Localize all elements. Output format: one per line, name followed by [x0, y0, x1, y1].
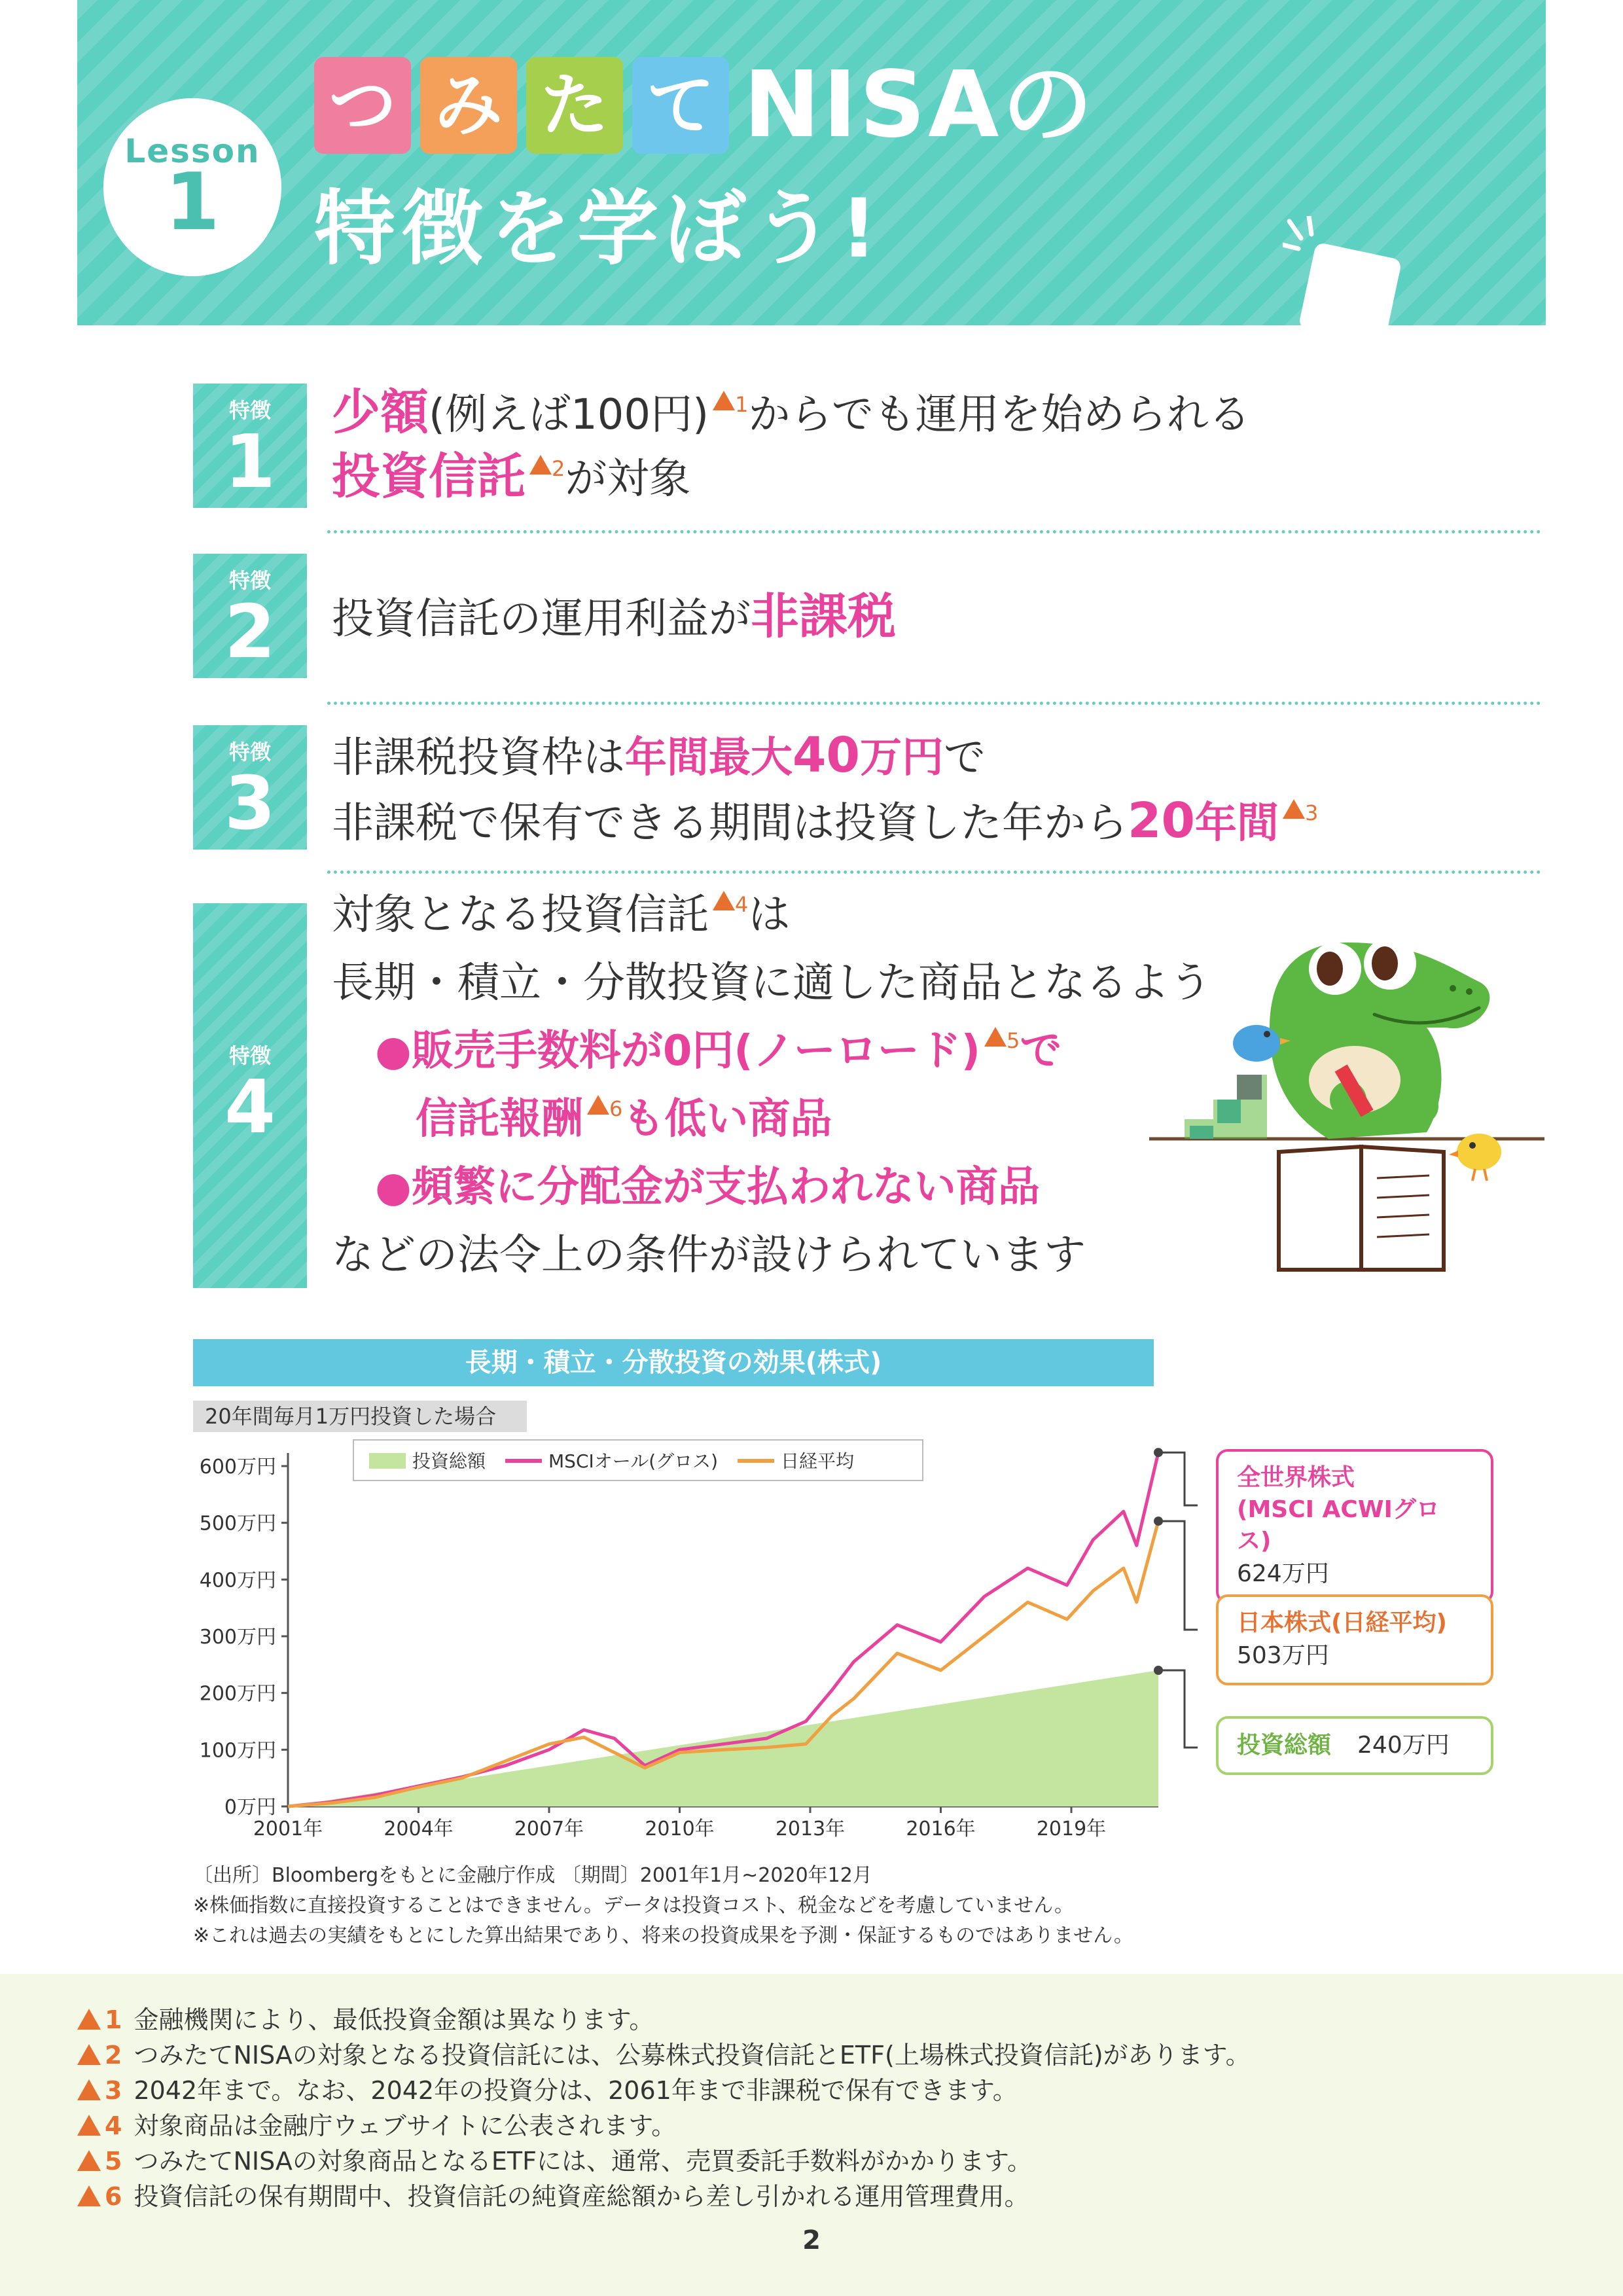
investment-growth-chart — [177, 1433, 1198, 1852]
y-tick-label: 600万円 — [199, 1456, 276, 1479]
note-ref: 1 — [735, 392, 749, 417]
feature-1 — [193, 384, 1541, 508]
feature-4-line-6: などの法令上の条件が設けられています — [332, 1231, 1086, 1280]
page-title-line-1 — [314, 54, 1096, 157]
footnote-text: つみたてNISAの対象商品となるETFには、通常、売買委託手数料がかかります。 — [134, 2147, 1032, 2176]
warning-icon — [77, 2009, 101, 2030]
callout-name: 投資総額 — [1237, 1731, 1332, 1759]
x-tick-label: 2013年 — [775, 1818, 846, 1840]
title-nisa: NISAの — [743, 52, 1096, 158]
title-kana-box: た — [526, 57, 623, 154]
lesson-number: 1 — [165, 157, 220, 248]
callout-world-stock — [1216, 1449, 1493, 1604]
body-text: 投資信託の運用利益が — [332, 595, 751, 643]
crocodile-reading-illustration — [1139, 903, 1551, 1283]
chart-disclaimer: ※これは過去の実績をもとにした算出結果であり、将来の投資成果を予測・保証するものではありません。 — [193, 1924, 1133, 1947]
legend-label: 投資総額 — [412, 1450, 486, 1472]
footnote-number: 3 — [105, 2076, 122, 2105]
feature-number: 4 — [224, 1065, 276, 1150]
y-tick-label: 300万円 — [199, 1626, 276, 1649]
footnote-number: 4 — [105, 2111, 122, 2140]
emphasis-text: 万円 — [859, 734, 944, 782]
callout-connector — [1158, 1452, 1198, 1505]
feature-4-line-2: 長期・積立・分散投資に適した商品となるよう — [332, 959, 1211, 1007]
feature-number: 1 — [224, 420, 276, 505]
warning-icon — [77, 2044, 101, 2065]
callout-amount: 503万円 — [1237, 1641, 1329, 1669]
callout-name: (MSCI ACWIグロス) — [1237, 1496, 1440, 1555]
emphasis-text: 年間 — [1194, 799, 1279, 848]
footnote-text: 金融機関により、最低投資金額は異なります。 — [134, 2005, 654, 2034]
feature-1-line-1 — [332, 384, 1251, 442]
warning-icon — [529, 455, 552, 475]
body-text: 対象となる投資信託 — [332, 891, 709, 939]
footnote-number: 2 — [105, 2041, 122, 2070]
feature-3-line-1 — [332, 726, 986, 785]
callout-name: 全世界株式 — [1237, 1464, 1355, 1491]
note-ref: 3 — [1304, 800, 1319, 825]
lesson-word: Lesson — [124, 132, 260, 170]
title-kana-box: み — [420, 57, 517, 154]
callout-name: 日本株式(日経平均) — [1237, 1609, 1447, 1636]
warning-icon — [1283, 799, 1305, 819]
divider — [327, 870, 1541, 874]
feature-badge — [193, 554, 307, 678]
footnote — [77, 2076, 1018, 2106]
chart-source: 〔出所〕Bloombergをもとに金融庁作成 〔期間〕2001年1月~2020年12月 — [193, 1864, 872, 1887]
callout-amount: 624万円 — [1237, 1560, 1329, 1587]
x-tick-label: 2001年 — [253, 1818, 323, 1840]
warning-icon — [77, 2115, 101, 2136]
title-kana-box: つ — [314, 57, 411, 154]
feature-2 — [193, 554, 1541, 678]
callout-japan-stock — [1216, 1594, 1493, 1685]
x-tick-label: 2019年 — [1036, 1818, 1107, 1840]
body-text: 非課税で保有できる期間は投資した年から — [332, 799, 1128, 848]
callout-amount: 240万円 — [1357, 1732, 1450, 1759]
callout-total-investment — [1216, 1716, 1493, 1775]
emphasis-text: 少額 — [332, 384, 429, 440]
footnote — [77, 2147, 1032, 2177]
callout-connector — [1158, 1521, 1198, 1630]
x-tick-label: 2004年 — [383, 1818, 454, 1840]
note-ref: 2 — [552, 456, 565, 481]
body-text: が対象 — [565, 455, 691, 503]
feature-number: 2 — [224, 590, 276, 675]
feature-4-line-5: ●頻繁に分配金が支払われない商品 — [375, 1163, 1040, 1211]
divider — [327, 702, 1541, 705]
emphasis-number: 40 — [793, 727, 860, 783]
emphasis-text: 信託報酬 — [416, 1095, 583, 1143]
legend-label: MSCIオール(グロス) — [548, 1450, 719, 1472]
emphasis-number: 20 — [1128, 793, 1195, 849]
warning-icon — [77, 2079, 101, 2100]
emphasis-text: 非課税 — [751, 588, 896, 645]
footnote-text: つみたてNISAの対象となる投資信託には、公募株式投資信託とETF(上場株式投資信託)があります。 — [134, 2041, 1251, 2070]
feature-label: 特徴 — [228, 568, 271, 593]
note-ref: 6 — [609, 1096, 623, 1121]
footnotes-panel — [0, 1974, 1623, 2296]
feature-badge — [193, 903, 307, 1288]
feature-4-line-3 — [375, 1026, 1061, 1077]
divider — [327, 530, 1541, 533]
warning-icon — [713, 391, 735, 410]
warning-icon — [77, 2150, 101, 2171]
note-ref: 4 — [735, 892, 749, 917]
chart-disclaimer: ※株価指数に直接投資することはできません。データは投資コスト、税金などを考慮していません。 — [193, 1894, 1075, 1917]
footnote-number: 5 — [105, 2147, 122, 2176]
lesson-badge — [103, 98, 281, 276]
warning-icon — [77, 2185, 101, 2206]
feature-badge — [193, 384, 307, 508]
warning-icon — [984, 1027, 1007, 1047]
chart-title: 長期・積立・分散投資の効果(株式) — [193, 1339, 1154, 1386]
x-tick-label: 2007年 — [514, 1818, 584, 1840]
body-text: で — [943, 734, 986, 782]
y-tick-label: 500万円 — [199, 1512, 276, 1535]
feature-label: 特徴 — [228, 398, 271, 423]
y-tick-label: 0万円 — [224, 1796, 276, 1819]
x-tick-label: 2010年 — [645, 1818, 715, 1840]
feature-4-line-1 — [332, 890, 790, 941]
feature-2-line-1 — [332, 588, 896, 646]
body-text: (例えば100円) — [429, 391, 709, 439]
legend-swatch — [369, 1453, 406, 1469]
lesson-header — [77, 0, 1546, 325]
title-kana-box: て — [632, 57, 729, 154]
feature-badge — [193, 725, 307, 850]
feature-label: 特徴 — [228, 740, 271, 764]
body-text: 非課税投資枠は — [332, 734, 625, 782]
feature-3 — [193, 725, 1541, 850]
feature-1-line-2 — [332, 448, 690, 506]
feature-number: 3 — [224, 761, 276, 846]
emphasis-text: 投資信託 — [332, 448, 526, 505]
page-number: 2 — [802, 2225, 821, 2255]
footnote — [77, 2182, 1029, 2212]
callout-connector — [1158, 1670, 1198, 1748]
feature-3-line-2 — [332, 792, 1318, 850]
chart-subtitle: 20年間毎月1万円投資した場合 — [193, 1401, 527, 1432]
footnote-text: 投資信託の保有期間中、投資信託の純資産総額から差し引かれる運用管理費用。 — [134, 2182, 1029, 2211]
footnote — [77, 2041, 1251, 2071]
footnote — [77, 2005, 654, 2036]
warning-icon — [587, 1095, 609, 1115]
footnote-text: 対象商品は金融庁ウェブサイトに公表されます。 — [134, 2111, 677, 2140]
emphasis-text: で — [1020, 1027, 1062, 1075]
footnote — [77, 2111, 676, 2142]
y-tick-label: 200万円 — [199, 1682, 276, 1706]
emphasis-text: ●販売手数料が0円(ノーロード) — [375, 1027, 980, 1075]
note-ref: 5 — [1006, 1028, 1020, 1053]
legend-label: 日経平均 — [781, 1450, 855, 1472]
x-tick-label: 2016年 — [906, 1818, 976, 1840]
warning-icon — [713, 891, 735, 910]
decorative-square — [1298, 242, 1402, 346]
feature-4-line-4 — [416, 1094, 832, 1145]
footnote-number: 6 — [105, 2182, 122, 2211]
footnote-number: 1 — [105, 2005, 122, 2034]
body-text: は — [748, 891, 791, 939]
emphasis-text: も低い商品 — [622, 1095, 832, 1143]
footnote-text: 2042年まで。なお、2042年の投資分は、2061年まで非課税で保有できます。 — [134, 2076, 1018, 2105]
emphasis-text: 年間最大 — [625, 734, 793, 782]
y-tick-label: 400万円 — [199, 1569, 276, 1592]
page-title-line-2: 特徴を学ぼう! — [314, 182, 884, 276]
y-tick-label: 100万円 — [199, 1739, 276, 1763]
feature-label: 特徴 — [228, 1043, 271, 1068]
body-text: からでも運用を始められる — [748, 391, 1251, 439]
